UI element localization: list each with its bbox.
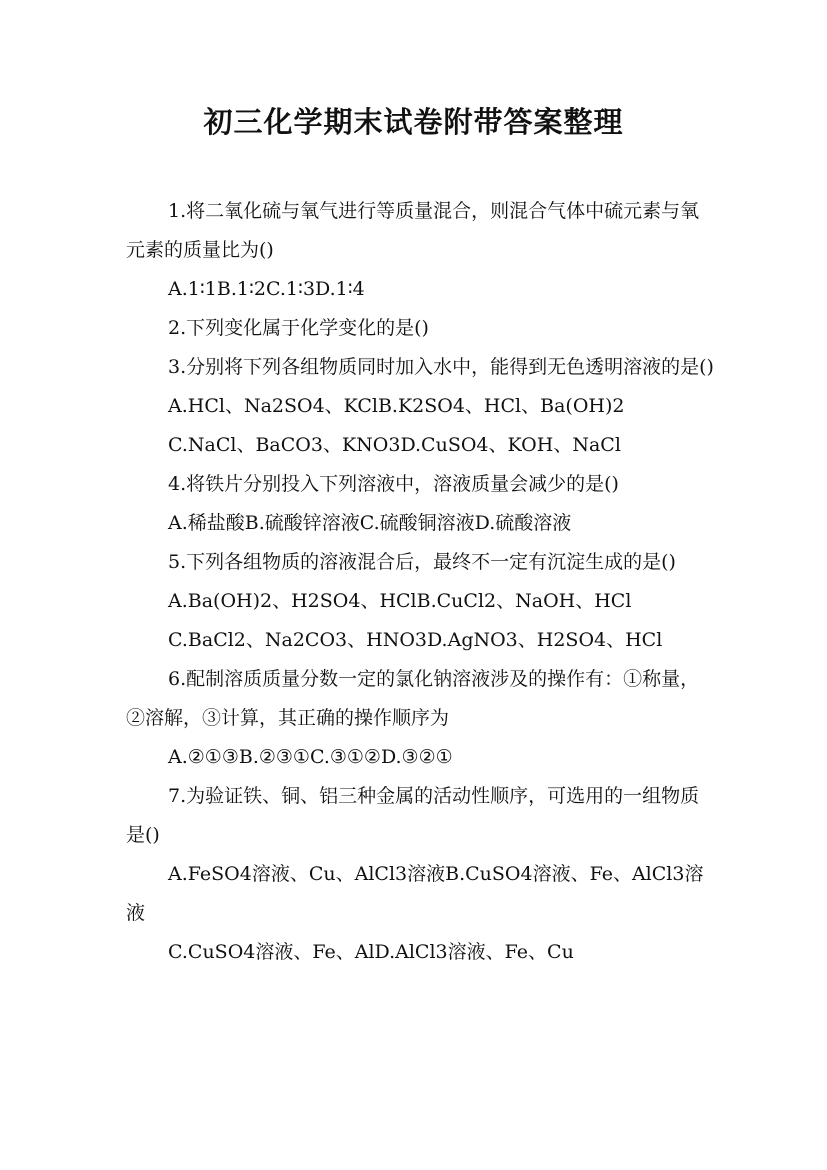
- question-7-options-cd: C.CuSO4溶液、Fe、AlD.AlCl3溶液、Fe、Cu: [168, 941, 574, 963]
- question-6: 6.配制溶质质量分数一定的氯化钠溶液涉及的操作有：①称量，②溶解，③计算，其正确的操作顺序为: [126, 668, 700, 729]
- document-title: 初三化学期末试卷附带答案整理: [203, 105, 624, 139]
- question-2: 2.下列变化属于化学变化的是(): [168, 317, 429, 339]
- question-3-options-ab: A.HCl、Na2SO4、KClB.K2SO4、HCl、Ba(OH)2: [168, 395, 625, 417]
- question-3-options-cd: C.NaCl、BaCO3、KNO3D.CuSO4、KOH、NaCl: [168, 434, 621, 456]
- question-6-options: A.②①③B.②③①C.③①②D.③②①: [168, 746, 453, 768]
- question-5: 5.下列各组物质的溶液混合后，最终不一定有沉淀生成的是(): [168, 551, 676, 573]
- question-3: 3.分别将下列各组物质同时加入水中，能得到无色透明溶液的是(): [168, 356, 714, 378]
- question-5-options-cd: C.BaCl2、Na2CO3、HNO3D.AgNO3、H2SO4、HCl: [168, 629, 663, 651]
- question-7: 7.为验证铁、铜、铝三种金属的活动性顺序，可选用的一组物质是(): [126, 785, 700, 846]
- question-4-options: A.稀盐酸B.硫酸锌溶液C.硫酸铜溶液D.硫酸溶液: [168, 512, 572, 534]
- document-body: [126, 192, 716, 972]
- question-5-options-ab: A.Ba(OH)2、H2SO4、HClB.CuCl2、NaOH、HCl: [168, 590, 632, 612]
- question-1: 1.将二氧化硫与氧气进行等质量混合，则混合气体中硫元素与氧元素的质量比为(): [126, 200, 700, 261]
- question-7-options-ab: A.FeSO4溶液、Cu、AlCl3溶液B.CuSO4溶液、Fe、AlCl3溶液: [126, 863, 704, 924]
- question-4: 4.将铁片分别投入下列溶液中，溶液质量会减少的是(): [168, 473, 619, 495]
- question-1-options: A.1∶1B.1∶2C.1∶3D.1∶4: [168, 278, 365, 300]
